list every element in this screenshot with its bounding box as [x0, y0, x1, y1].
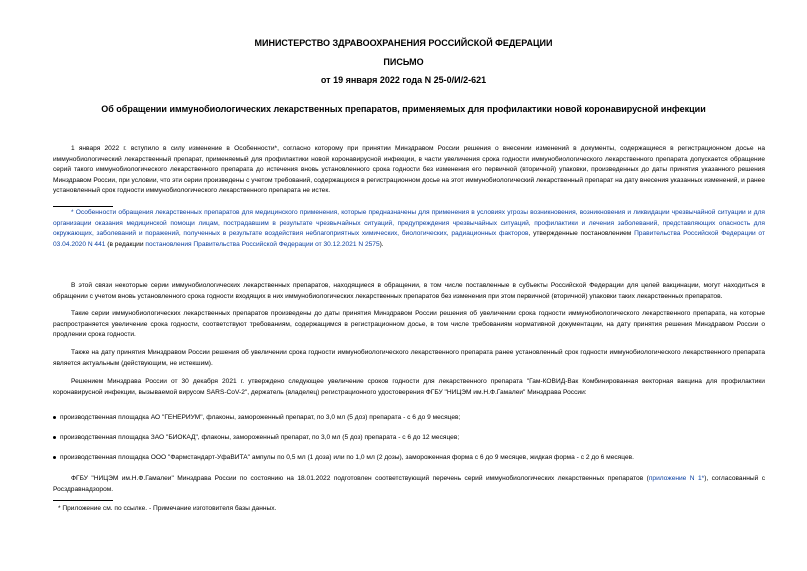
list-item-text: производственная площадка АО "ГЕНЕРИУМ", флаконы, замороженный препарат, по 3,0 мл (5 доз) препарата - с 6 до 9 месяцев; [60, 414, 461, 421]
document-date-number: от 19 января 2022 года N 25-0/И/2-621 [320, 75, 487, 85]
footnote-1-tail-3: ). [379, 240, 384, 248]
footnote-2: * Приложение см. по ссылке. - Примечание изготовителя базы данных. [58, 505, 277, 512]
list-item-text: производственная площадка ООО "Фармстандарт-УфаВИТА" ампулы по 0,5 мл (1 доза) или по 1,0 мл (2 дозы), замороженная форма с 6 до 9 месяцев, жидкая форма - с 2 до 6 месяцев. [60, 454, 634, 461]
paragraph-1: 1 января 2022 г. вступило в силу изменение в Особенности*, согласно которому при принятии Минздравом России решения о внесении изменений в документы, содержащиеся в регистрационном досье на иммунобиологический лекарственный препарат, применяемый для профилактики новой коронавирусной инфекции, в части увеличения срока годности иммунобиологического лекарственного препарата допускается обращение серий такого иммунобиологического лекарственного препарата до истечения вновь установленного срока годности без изменения его первичной (вторичной) упаковки, произведенных до даты принятия указанного решения Минздравом России, при условии, что эти серии произведены с учетом требований, содержащихся в регистрационном досье на этот иммунобиологический лекарственный препарат на дату внесения указанных изменений, и ранее установленный срок годности иммунобиологического лекарственного препарата не истек. [53, 145, 765, 194]
paragraph-6-text: ФГБУ "НИЦЭМ им.Н.Ф.Гамалеи" Минздрава России по состоянию на 18.01.2022 подготовлен соответствующий перечень серий иммунобиологических лекарственных препаратов ( [71, 475, 649, 482]
list-item [53, 433, 765, 443]
paragraph-6-tail: ), согласованный с Росздравнадзором. [53, 475, 766, 493]
footnote-1-text: * Особенности обращения лекарственных препаратов для медицинского применения, которые предназначены для применения в условиях угрозы возникновения, возникновения и ликвидации чрезвычайной ситуации и для организации оказания медицинской помощи лицам, пострадавшим в результате чрезвычайных ситуаций, предупреждения чрезвычайных ситуаций, профилактики и лечения заболеваний, представляющих опасность для окружающих, заболеваний и поражений, полученных в результате воздействия неблагоприятных химических, биологических, радиационных факторов [53, 209, 765, 237]
ministry-heading: МИНИСТЕРСТВО ЗДРАВООХРАНЕНИЯ РОССИЙСКОЙ ФЕДЕРАЦИИ [254, 38, 553, 48]
footnote-1-tail-1: , утвержденные постановлением [528, 230, 635, 237]
paragraph-6 [53, 474, 765, 495]
footnote-1-link-1[interactable]: Правительства Российской Федерации от 03.04.2020 N 441 [53, 230, 765, 248]
footnote-divider-2 [53, 500, 113, 501]
paragraph-4: Также на дату принятия Минздравом России решения об увеличении срока годности иммунобиологического лекарственного препарата ранее установленный срок годности иммунобиологического лекарственного препарата является актуальным (действующим, не истекшим). [53, 349, 765, 367]
list-item [53, 413, 765, 423]
appendix-link[interactable]: приложение N 1* [648, 475, 705, 482]
document-subject: Об обращении иммунобиологических лекарственных препаратов, применяемых для профилактики новой коронавирусной инфекции [101, 104, 706, 114]
bullet-icon [53, 456, 56, 459]
footnote-1 [53, 208, 765, 250]
document-type: ПИСЬМО [383, 57, 424, 67]
list-item [53, 453, 765, 463]
paragraph-5: Решением Минздрава России от 30 декабря 2021 г. утверждено следующее увеличение сроков годности для лекарственного препарата "Гам-КОВИД-Вак Комбинированная векторная вакцина для профилактики коронавирусной инфекции, вызываемой вирусом SARS-CoV-2", держатель (владелец) регистрационного удостоверения ФГБУ "НИЦЭМ им.Н.Ф.Гамалеи" Минздрава России: [53, 378, 765, 396]
bullet-icon [53, 416, 56, 419]
list-item-text: производственная площадка ЗАО "БИОКАД", флаконы, замороженный препарат, по 3,0 мл (5 доз) препарата - с 6 до 12 месяцев; [60, 434, 460, 441]
paragraph-3: Такие серии иммунобиологических лекарственных препаратов произведены до даты принятия Минздравом России решения об увеличении срока годности иммунобиологического лекарственного препарата, на которые распространяется увеличение срока годности, соответствуют требованиям, содержащимся в регистрационном досье, в том числе требованиям нормативной документации, на дату принятия решения Минздравом России о продлении срока годности. [53, 310, 765, 338]
paragraph-2: В этой связи некоторые серии иммунобиологических лекарственных препаратов, находящиеся в обращении, в том числе поставленные в субъекты Российской Федерации для целей вакцинации, могут находиться в обращении с учетом вновь установленного срока годности входящих в них иммунобиологических лекарственных препаратов без изменения при этом первичной (вторичной) упаковки таких лекарственных препаратов. [53, 282, 765, 300]
bullet-icon [53, 436, 56, 439]
footnote-1-link-2[interactable]: постановления Правительства Российской Федерации от 30.12.2021 N 2575 [145, 240, 380, 248]
footnote-divider [53, 206, 113, 207]
footnote-1-tail-2: (в редакции [105, 240, 146, 248]
